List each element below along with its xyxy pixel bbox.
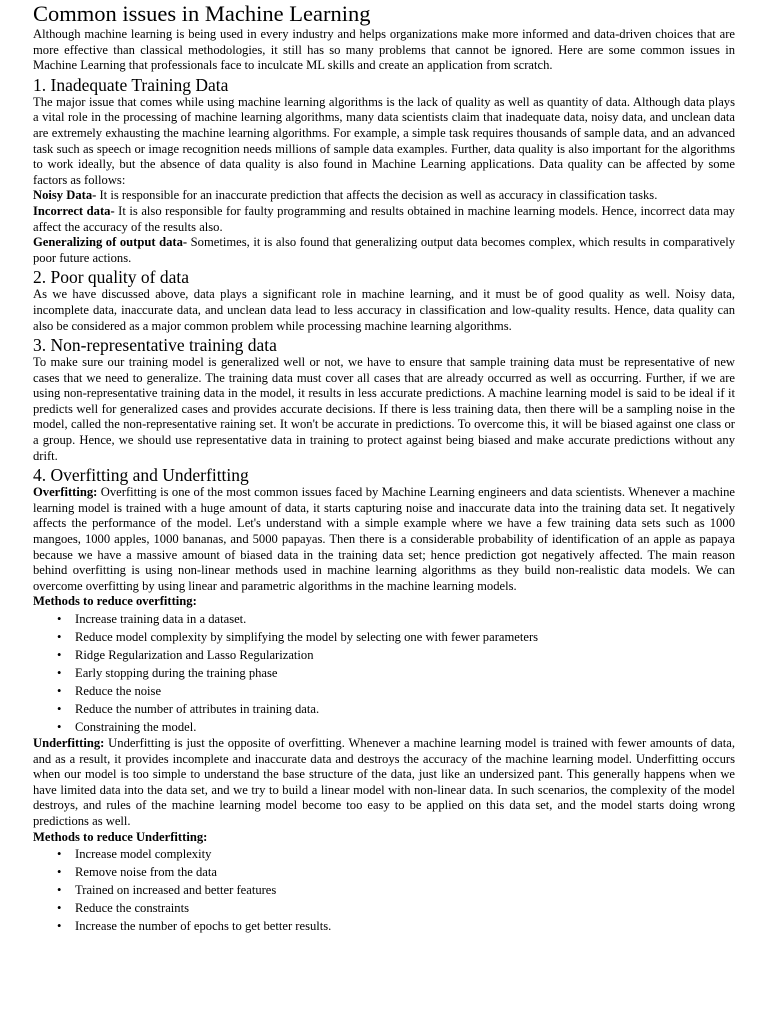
section-heading-inadequate-training-data: 1. Inadequate Training Data bbox=[33, 74, 229, 95]
list-item: • Reduce the constraints bbox=[33, 899, 735, 917]
list-item: • Constraining the model. bbox=[33, 718, 735, 736]
incorrect-data-paragraph bbox=[33, 204, 735, 235]
page-title: Common issues in Machine Learning bbox=[33, 1, 371, 26]
overfitting-methods-list bbox=[33, 610, 735, 736]
incorrect-data-text: It is also responsible for faulty programming and results obtained in machine learning models. Hence, incorrect data may affect the accuracy of the results also. bbox=[33, 203, 735, 234]
overfitting-text: Overfitting is one of the most common issues faced by Machine Learning engineers and data scientists. Whenever a machine learning model is trained with a huge amount of data, it starts capturing noise and inaccurate data into the training data set. It negatively affects the performance of the model. Let's understand with a simple example where we have a few training data sets such as 1000 mangoes, 1000 apples, 1000 bananas, and 5000 papayas. Then there is a considerable probability of identification of an apple as papaya because we have a massive amount of biased data in the training data set; hence prediction got negatively affected. The main reason behind overfitting is using non-linear methods used in machine learning algorithms as they build non-realistic data models. We can overcome overfitting by using linear and parametric algorithms in the machine learning models. bbox=[33, 485, 735, 593]
overfitting-label: Overfitting: bbox=[33, 485, 98, 500]
underfitting-methods-list bbox=[33, 845, 735, 935]
noisy-data-label: Noisy Data- bbox=[33, 188, 97, 203]
section-body-inadequate-training-data: The major issue that comes while using machine learning algorithms is the lack of quality as well as quantity of data. Although data plays a vital role in the processing of machine learning algorithms, many data scientists claim that inadequate data, noisy data, and unclean data are extremely exhausting the machine learning algorithms. For example, a simple task requires thousands of sample data, and an advanced task such as speech or image recognition needs millions of sample data examples. Further, data quality is also important for the algorithms to work ideally, but the absence of data quality is also found in Machine Learning applications. Data quality can be affected by some factors as follows: bbox=[33, 94, 735, 187]
incorrect-data-label: Incorrect data- bbox=[33, 203, 115, 218]
list-item: • Increase training data in a dataset. bbox=[33, 610, 735, 628]
list-item: • Ridge Regularization and Lasso Regularization bbox=[33, 646, 735, 664]
list-item: • Trained on increased and better features bbox=[33, 881, 735, 899]
list-item: • Reduce model complexity by simplifying the model by selecting one with fewer parameters bbox=[33, 628, 735, 646]
generalizing-output-text: Sometimes, it is also found that generalizing output data becomes complex, which results in comparatively poor future actions. bbox=[33, 235, 735, 265]
underfitting-label: Underfitting: bbox=[33, 736, 105, 750]
noisy-data-paragraph bbox=[33, 188, 735, 204]
list-item: • Increase the number of epochs to get better results. bbox=[33, 917, 735, 935]
intro-paragraph: Although machine learning is being used in every industry and helps organizations make more informed and data-driven choices that are more effective than classical methodologies, it still has so many problems that cannot be ignored. Here are some common issues in Machine Learning that professionals face to inculcate ML skills and create an application from scratch. bbox=[33, 27, 735, 73]
underfitting-methods-heading: Methods to reduce Underfitting: bbox=[33, 829, 208, 844]
noisy-data-text: It is responsible for an inaccurate prediction that affects the decision as well as accuracy in classification tasks. bbox=[96, 188, 658, 203]
section-body-poor-quality-data: As we have discussed above, data plays a significant role in machine learning, and it must be of good quality as well. Noisy data, incomplete data, inaccurate data, and unclean data lead to less accuracy in classification and low-quality results. Hence, data quality can also be considered as a major common problem while processing machine learning algorithms. bbox=[33, 287, 735, 333]
section-body-non-representative-data: To make sure our training model is generalized well or not, we have to ensure that sample training data must be representative of new cases that we need to generalize. The training data must cover all cases that are already occurred as well as occurring. Further, if we are using non-representative training data in the model, it results in less accurate predictions. A machine learning model is said to be ideal if it predicts well for generalized cases and provides accurate decisions. If there is less training data, then there will be a sampling noise in the model, called the non-representative raining set. It won't be accurate in predictions. To overcome this, it will be biased against one class or a group. Hence, we should use representative data in training to protect against being biased and make accurate predictions without any drift. bbox=[33, 355, 735, 463]
generalizing-output-paragraph bbox=[33, 235, 735, 266]
section-heading-non-representative-data: 3. Non-representative training data bbox=[33, 335, 277, 356]
document-page bbox=[33, 0, 735, 935]
underfitting-paragraph bbox=[33, 736, 735, 830]
list-item: • Remove noise from the data bbox=[33, 863, 735, 881]
underfitting-text: Underfitting is just the opposite of overfitting. Whenever a machine learning model is trained with fewer amounts of data, and as a result, it provides incomplete and inaccurate data and destroys the accuracy of the machine learning model. Underfitting occurs when our model is too simple to understand the base structure of the data, just like an undersized pant. This generally happens when we have limited data into the data set, and we try to build a linear model with non-linear data. In such scenarios, the complexity of the model destroys, and rules of the machine learning model become too easy to be applied on this data set, and the model starts doing wrong predictions as well. bbox=[33, 736, 735, 828]
overfitting-paragraph bbox=[33, 485, 735, 594]
list-item: • Early stopping during the training phase bbox=[33, 664, 735, 682]
list-item: • Increase model complexity bbox=[33, 845, 735, 863]
section-heading-poor-quality-data: 2. Poor quality of data bbox=[33, 267, 190, 288]
section-heading-overfitting-underfitting: 4. Overfitting and Underfitting bbox=[33, 465, 249, 486]
overfitting-methods-heading: Methods to reduce overfitting: bbox=[33, 594, 197, 609]
list-item: • Reduce the noise bbox=[33, 682, 735, 700]
generalizing-output-label: Generalizing of output data- bbox=[33, 235, 188, 250]
list-item: • Reduce the number of attributes in training data. bbox=[33, 700, 735, 718]
